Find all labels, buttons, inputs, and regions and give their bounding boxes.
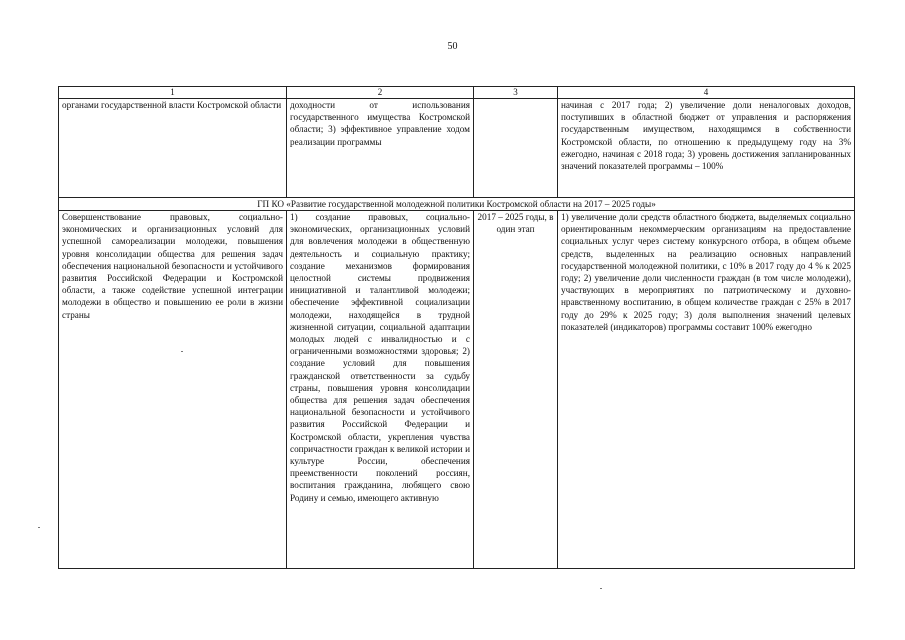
column-header-1: 1 xyxy=(59,87,287,99)
continued-goal-cell: органами государственной власти Костромской области xyxy=(59,99,287,198)
goal-cell: Совершенствование правовых, социально-экономических и организационных условий для успешной самореализации молодежи, повышения уровня консолидации общества для решения задач обеспечения национальной безопасности и устойчивого развития Российской Федерации и Костромской области, а также содействие успешной интеграции молодежи в общество и повышению ее роли в жизни страны xyxy=(59,211,287,569)
continued-period-cell xyxy=(474,99,558,198)
scan-mark xyxy=(38,527,40,528)
column-header-2: 2 xyxy=(287,87,474,99)
continued-results-cell: начиная с 2017 года; 2) увеличение доли неналоговых доходов, поступивших в областной бюджет от управления и распоряжения государственным имуществом, находящимся в собственности Костромской области, по отношению к предыдущему году на 3% ежегодно, начиная с 2018 года; 3) уровень достижения запланированных значений показателей программы – 100% xyxy=(558,99,855,198)
tasks-cell: 1) создание правовых, социально-экономических, организационных условий для вовлечения молодежи в общественную деятельность и социальную практику; создание механизмов формирования целостной системы продвижения инициативной и талантливой молодежи; обеспечение эффективной социализации молодежи, находящейся в трудной жизненной ситуации, социальной адаптации молодых людей с инвалидностью и с ограниченными возможностями здоровья; 2) создание условий для повышения гражданской ответственности за судьбу страны, повышения уровня консолидации общества для решения задач обеспечения национальной безопасности и устойчивого развития Российской Федерации и Костромской области, укрепления чувства сопричастности граждан к великой истории и культуре России, обеспечения преемственности поколений россиян, воспитания гражданина, любящего свою Родину и семью, имеющего активную xyxy=(287,211,474,569)
scan-mark xyxy=(600,588,602,589)
table-row-youth-policy xyxy=(59,211,855,569)
scan-mark xyxy=(181,351,183,352)
column-header-3: 3 xyxy=(474,87,558,99)
section-title-row xyxy=(59,198,855,211)
program-table xyxy=(58,86,855,569)
continued-tasks-cell: доходности от использования государственного имущества Костромской области; 3) эффективное управление ходом реализации программы xyxy=(287,99,474,198)
table-row-continued xyxy=(59,99,855,198)
period-cell: 2017 – 2025 годы, в один этап xyxy=(474,211,558,569)
table-header-row xyxy=(59,87,855,99)
column-header-4: 4 xyxy=(558,87,855,99)
results-cell: 1) увеличение доли средств областного бюджета, выделяемых социально ориентированным некоммерческим организациям на предоставление социальных услуг через систему конкурсного отбора, в общем объеме средств, выделенных на реализацию основных направлений государственной молодежной политики, с 10% в 2017 году до 4 % к 2025 году; 2) увеличение доли численности граждан (в том числе молодежи), участвующих в мероприятиях по патриотическому и духовно-нравственному воспитанию, в общем количестве граждан с 25% в 2017 году до 29% к 2025 году; 3) доля выполнения значений целевых показателей (индикаторов) программы составит 100% ежегодно xyxy=(558,211,855,569)
page-number: 50 xyxy=(447,41,458,52)
section-title: ГП КО «Развитие государственной молодежной политики Костромской области на 2017 – 2025 годы» xyxy=(59,198,855,211)
